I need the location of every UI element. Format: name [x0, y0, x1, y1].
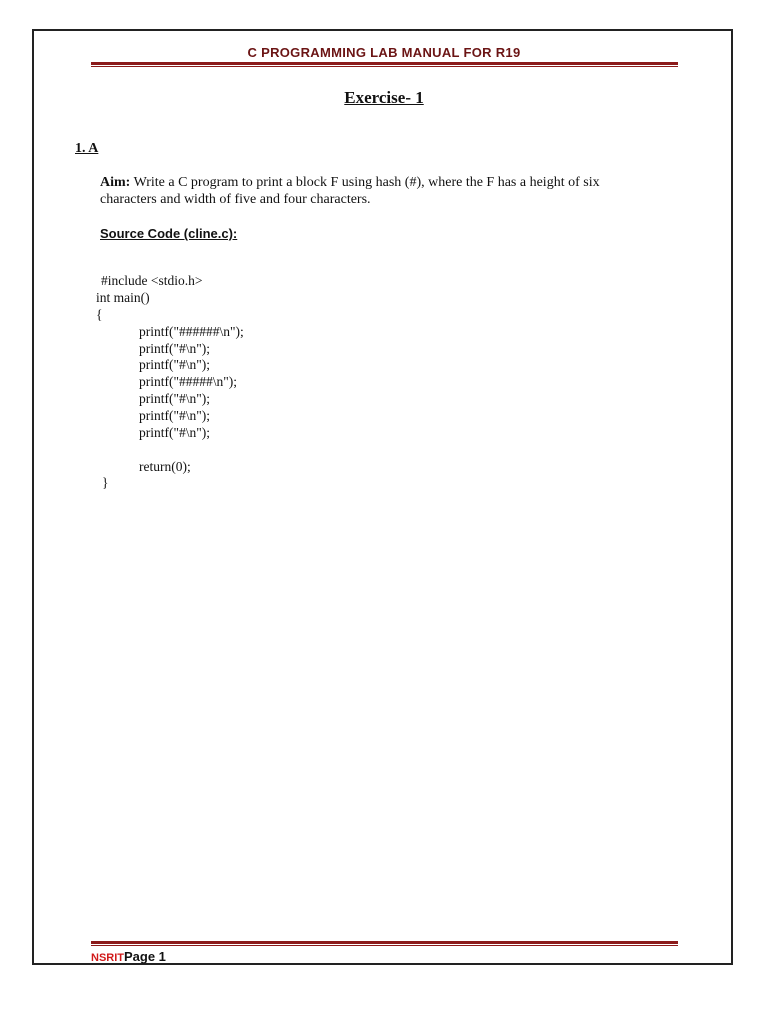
code-line-printf-3: printf("#\n");: [139, 357, 211, 372]
code-line-printf-4: printf("#####\n");: [139, 374, 238, 389]
aim-paragraph: [100, 174, 680, 208]
footer-rule: [91, 941, 678, 946]
code-line-close-brace: }: [102, 475, 109, 490]
code-line-printf-6: printf("#\n");: [139, 408, 211, 423]
aim-text-line2: characters and width of five and four characters.: [100, 192, 371, 207]
code-line-printf-5: printf("#\n");: [139, 391, 211, 406]
section-heading: 1. A: [75, 141, 99, 156]
exercise-title: Exercise- 1: [344, 88, 424, 107]
header-title: C PROGRAMMING LAB MANUAL FOR R19: [247, 45, 521, 60]
footer-page-number: Page 1: [124, 949, 166, 964]
source-code-heading: Source Code (cline.c):: [100, 226, 238, 241]
footer-brand: NSRIT: [91, 952, 124, 964]
page-border: [32, 29, 733, 965]
code-line-open-brace: {: [96, 307, 103, 322]
code-line-printf-1: printf("######\n");: [139, 324, 244, 339]
code-line-printf-7: printf("#\n");: [139, 425, 211, 440]
code-line-return: return(0);: [139, 459, 191, 474]
aim-text-line1: Write a C program to print a block F using hash (#), where the F has a height of six: [130, 175, 600, 190]
code-line-main: int main(): [96, 290, 150, 305]
footer: [91, 949, 166, 964]
header-rule: [91, 62, 678, 67]
aim-label: Aim:: [100, 175, 131, 190]
code-line-include: #include <stdio.h>: [101, 273, 203, 288]
code-line-printf-2: printf("#\n");: [139, 341, 211, 356]
